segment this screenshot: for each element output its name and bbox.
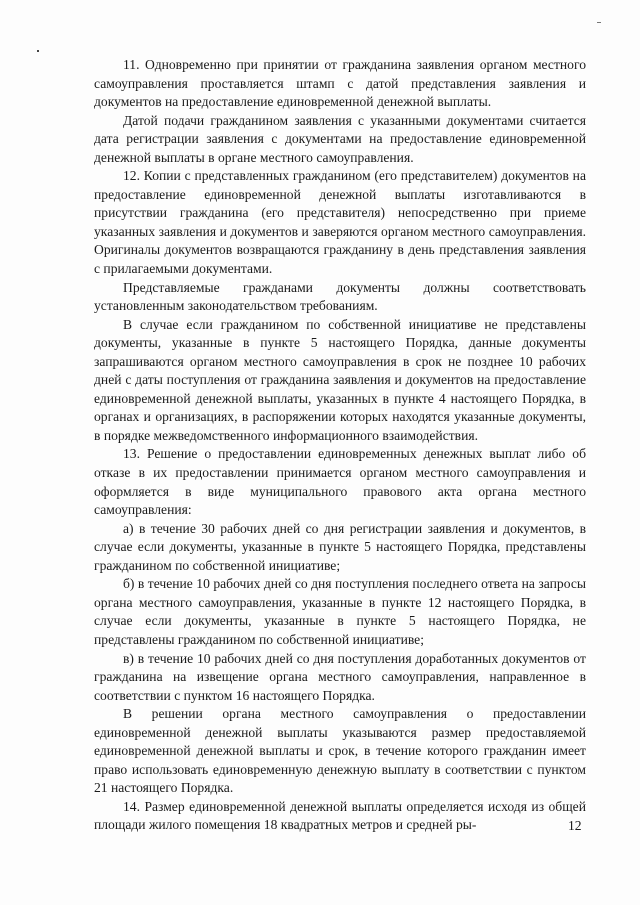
body-text xyxy=(94,56,586,835)
list-item-b: б) в течение 10 рабочих дней со дня поступления последнего ответа на запросы органа местного самоуправления, указанные в пункте 12 настоящего Порядка, в случае если документы, указанные в пункте 5 настоящего Порядка, не представлены гражданином по собственной инициативе; xyxy=(94,576,586,647)
scan-mark xyxy=(597,22,601,23)
paragraph-submission-date: Датой подачи гражданином заявления с указанными документами считается дата регистрации заявления с документами на предоставление единовременной денежной выплаты в органе местного самоуправления. xyxy=(94,112,586,165)
paragraph-decision-contents: В решении органа местного самоуправления о предоставлении единовременной денежной выплаты указываются размер предоставляемой единовременной денежной выплаты и срок, в течение которого гражданин имеет право использовать единовременную денежную выплату в соответствии с пунктом 21 настоящего Порядка. xyxy=(94,706,586,796)
page-number: 12 xyxy=(568,818,582,833)
scan-dot xyxy=(37,50,39,52)
paragraph-11: 11. Одновременно при принятии от гражданина заявления органом местного самоуправления проставляется штамп с датой представления заявления и документов на предоставление единовременной денежной выплаты. xyxy=(94,57,586,110)
paragraph-12: 12. Копии с представленных гражданином (его представителем) документов на предоставление единовременной денежной выплаты изготавливаются в присутствии гражданина (его представителя) непосредственно при приеме указанных заявления и документов и заверяются органом местного самоуправления. Оригиналы документов возвращаются гражданину в день представления заявления с прилагаемыми документами. xyxy=(94,168,586,277)
list-item-a: а) в течение 30 рабочих дней со дня регистрации заявления и документов, в случае если документы, указанные в пункте 5 настоящего Порядка, представлены гражданином по собственной инициативе; xyxy=(94,520,586,573)
paragraph-14: 14. Размер единовременной денежной выплаты определяется исходя из общей площади жилого помещения 18 квадратных метров и средней ры- xyxy=(94,798,586,833)
paragraph-interagency-request: В случае если гражданином по собственной инициативе не представлены документы, указанные в пункте 5 настоящего Порядка, данные документы запрашиваются органом местного самоуправления в срок не позднее 10 рабочих дней с даты поступления от гражданина заявления и документов на предоставление единовременной денежной выплаты, указанных в пункте 4 настоящего Порядка, в органах и организациях, в распоряжении которых находятся указанные документы, в порядке межведомственного информационного взаимодействия. xyxy=(94,316,586,443)
paragraph-13: 13. Решение о предоставлении единовременных денежных выплат либо об отказе в их предоставлении принимается органом местного самоуправления и оформляется в виде муниципального правового акта органа местного самоуправления: xyxy=(94,446,586,518)
list-item-v: в) в течение 10 рабочих дней со дня поступления доработанных документов от гражданина на извещение органа местного самоуправления, направленное в соответствии с пунктом 16 настоящего Порядка. xyxy=(94,650,586,703)
paragraph-documents-requirements: Представляемые гражданами документы должны соответствовать установленным законодательством требованиям. xyxy=(94,279,586,314)
